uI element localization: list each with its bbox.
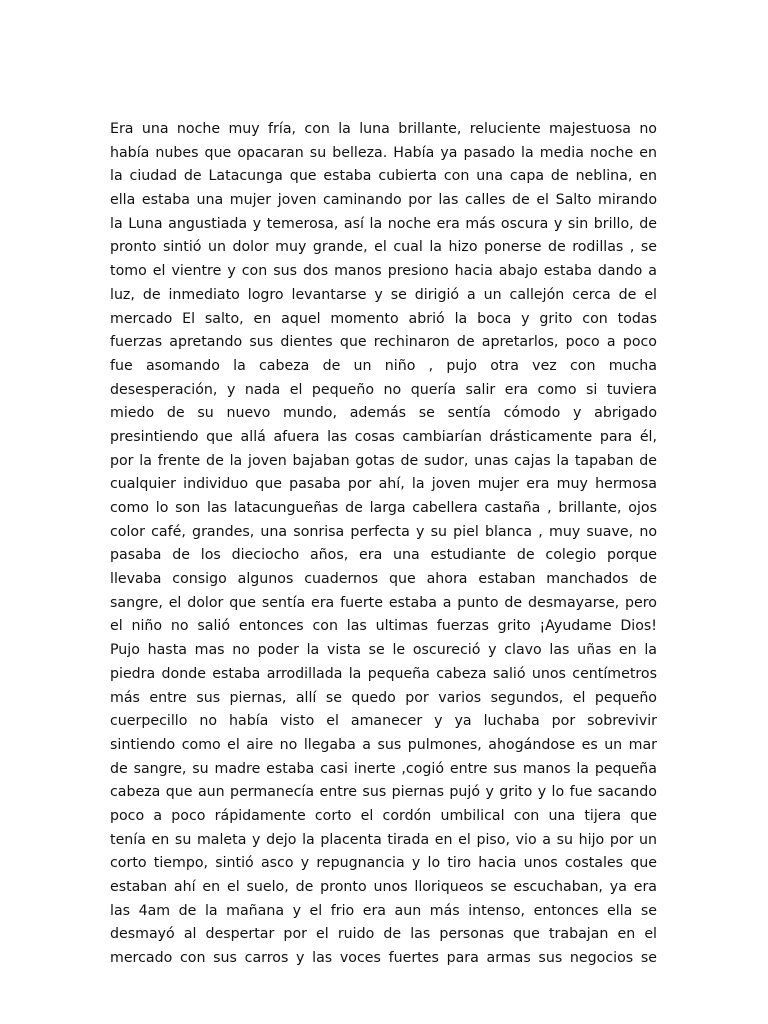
text-line: por la frente de la joven bajaban gotas de sudor, unas cajas la tapaban de (110, 452, 657, 469)
text-line: estaban ahí en el suelo, de pronto unos lloriqueos se escuchaban, ya era (110, 879, 657, 895)
text-line: desmayó al despertar por el ruido de las personas que trabajan en el (110, 926, 657, 943)
text-line: miedo de su nuevo mundo, además se sentía cómodo y abrigado (110, 405, 657, 422)
text-line: Pujo hasta mas no poder la vista se le oscureció y clavo las uñas en la (110, 642, 657, 659)
text-line: fuerzas apretando sus dientes que rechinaron de apretarlos, poco a poco (110, 334, 657, 351)
text-line: cuerpecillo no había visto el amanecer y ya luchaba por sobrevivir (110, 713, 657, 730)
text-line: cabeza que aun permanecía entre sus piernas pujó y grito y lo fue sacando (110, 784, 657, 801)
text-line: tomo el vientre y con sus dos manos presiono hacia abajo estaba dando a (110, 263, 657, 280)
text-line: luz, de inmediato logro levantarse y se dirigió a un callejón cerca de el (110, 286, 657, 303)
text-line: la Luna angustiada y temerosa, así la noche era más oscura y sin brillo, de (110, 215, 657, 232)
text-line: sintiendo como el aire no llegaba a sus pulmones, ahogándose es un mar (110, 736, 657, 753)
text-line: poco a poco rápidamente corto el cordón umbilical con una tijera que (110, 807, 657, 824)
text-line: llevaba consigo algunos cuadernos que ahora estaban manchados de (110, 571, 657, 588)
text-line: de sangre, su madre estaba casi inerte ,cogió entre sus manos la pequeña (110, 760, 657, 777)
text-line: sangre, el dolor que sentía era fuerte estaba a punto de desmayarse, pero (110, 594, 657, 611)
text-line: pasaba de los dieciocho años, era una estudiante de colegio porque (110, 547, 657, 564)
text-line: como lo son las latacungueñas de larga cabellera castaña , brillante, ojos (110, 500, 657, 516)
text-line: más entre sus piernas, allí se quedo por varios segundos, el pequeño (110, 689, 657, 706)
text-line: el niño no salió entonces con las ultimas fuerzas grito ¡Ayudame Dios! (110, 618, 657, 635)
text-line: desesperación, y nada el pequeño no quería salir era como si tuviera (110, 381, 657, 398)
text-line: pronto sintió un dolor muy grande, el cual la hizo ponerse de rodillas , se (110, 239, 657, 256)
text-line: había nubes que opacaran su belleza. Había ya pasado la media noche en (110, 144, 657, 161)
text-line: cualquier individuo que pasaba por ahí, la joven mujer era muy hermosa (110, 476, 657, 493)
text-line: corto tiempo, sintió asco y repugnancia y lo tiro hacia unos costales que (110, 855, 657, 872)
text-line: ella estaba una mujer joven caminando por las calles de el Salto mirando (110, 192, 657, 209)
text-line: color café, grandes, una sonrisa perfecta y su piel blanca , muy suave, no (110, 523, 657, 540)
text-line: piedra donde estaba arrodillada la pequeña cabeza salió unos centímetros (110, 665, 657, 682)
text-line: mercado con sus carros y las voces fuertes para armas sus negocios se (110, 950, 657, 967)
text-line: fue asomando la cabeza de un niño , pujo otra vez con mucha (110, 357, 657, 374)
text-line: Era una noche muy fría, con la luna brillante, reluciente majestuosa no (110, 121, 657, 137)
text-line: la ciudad de Latacunga que estaba cubierta con una capa de neblina, en (110, 168, 657, 185)
text-line: tenía en su maleta y dejo la placenta tirada en el piso, vio a su hijo por un (110, 831, 657, 848)
text-line: las 4am de la mañana y el frio era aun más intenso, entonces ella se (110, 902, 657, 919)
text-line: presintiendo que allá afuera las cosas cambiarían drásticamente para él, (110, 428, 657, 445)
body-text (110, 118, 657, 971)
text-line: mercado El salto, en aquel momento abrió la boca y grito con todas (110, 310, 657, 327)
